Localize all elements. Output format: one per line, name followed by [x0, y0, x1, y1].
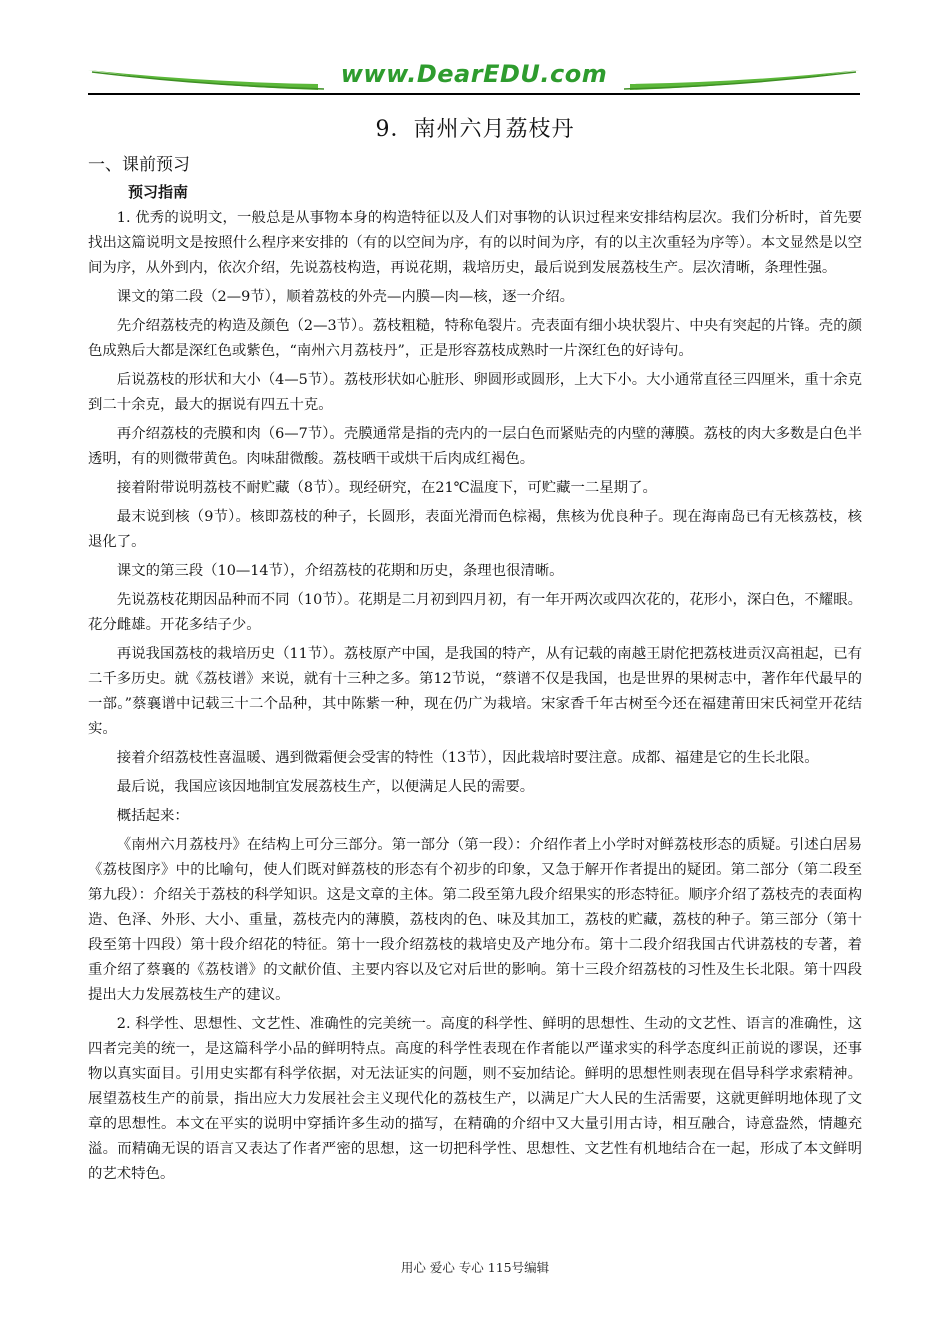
paragraph: 接着介绍荔枝性喜温暖、遇到微霜便会受害的特性（13节），因此栽培时要注意。成都、福建是它的生长北限。: [116, 750, 819, 766]
paragraph: 课文的第三段（10—14节），介绍荔枝的花期和历史，条理也很清晰。: [116, 563, 564, 579]
sub-heading: 预习指南: [128, 183, 189, 201]
section-heading: 一、课前预习: [88, 155, 190, 175]
paragraph: 课文的第二段（2—9节），顺着荔枝的外壳—内膜—肉—核，逐一介绍。: [116, 289, 575, 305]
document-body: [88, 150, 862, 1191]
paragraph: 先介绍荔枝壳的构造及颜色（2—3节）。荔枝粗糙，特称龟裂片。壳表面有细小块状裂片、中央有突起的片锋。壳的颜色成熟后大都是深红色或紫色，“南州六月荔枝丹”，正是形容荔枝成熟时一片深红色的好诗句。: [88, 318, 862, 359]
paragraph: 后说荔枝的形状和大小（4—5节）。荔枝形状如心脏形、卵圆形或圆形，上大下小。大小通常直径三四厘米，重十余克到二十余克，最大的据说有四五十克。: [88, 372, 862, 413]
page-footer: 用心 爱心 专心 115号编辑: [400, 1260, 550, 1275]
banner-divider-line: [88, 93, 860, 95]
document-title: 9．南州六月荔枝丹: [375, 117, 575, 142]
paragraph: 接着附带说明荔枝不耐贮藏（8节）。现经研究，在21℃温度下，可贮藏一二星期了。: [116, 480, 657, 496]
banner-site-name: www.DearEDU.com: [340, 60, 608, 88]
paragraph: 最后说，我国应该因地制宜发展荔枝生产，以便满足人民的需要。: [116, 779, 535, 795]
paragraph: 1. 优秀的说明文，一般总是从事物本身的构造特征以及人们对事物的认识过程来安排结构层次。我们分析时，首先要找出这篇说明文是按照什么程序来安排的（有的以空间为序，有的以时间为序，有的以主次重轻为序等）。本文显然是以空间为序，从外到内，依次介绍，先说荔枝构造，再说花期，栽培历史，最后说到发展荔枝生产。层次清晰，条理性强。: [88, 210, 862, 276]
paragraph: 《南州六月荔枝丹》在结构上可分三部分。第一部分（第一段）：介绍作者上小学时对鲜荔枝形态的质疑。引述白居易《荔枝图序》中的比喻句，使人们既对鲜荔枝的形态有个初步的印象，又急于解开作者提出的疑团。第二部分（第二段至第九段）：介绍关于荔枝的科学知识。这是文章的主体。第二段至第九段介绍果实的形态特征。顺序介绍了荔枝壳的表面构造、色泽、外形、大小、重量，荔枝壳内的薄膜，荔枝肉的色、味及其加工，荔枝的贮藏，荔枝的种子。第三部分（第十段至第十四段）第十段介绍花的特征。第十一段介绍荔枝的栽培史及产地分布。第十二段介绍我国古代讲荔枝的专著，着重介绍了蔡襄的《荔枝谱》的文献价值、主要内容以及它对后世的影响。第十三段介绍荔枝的习性及生长北限。第十四段提出大力发展荔枝生产的建议。: [88, 837, 862, 1003]
paragraph: 再介绍荔枝的壳膜和肉（6—7节）。壳膜通常是指的壳内的一层白色而紧贴壳的内壁的薄膜。荔枝的肉大多数是白色半透明，有的则微带黄色。肉味甜微酸。荔枝晒干或烘干后肉成红褐色。: [88, 426, 862, 467]
paragraph: 再说我国荔枝的栽培历史（11节）。荔枝原产中国，是我国的特产，从有记载的南越王尉佗把荔枝进贡汉高祖起，已有二千多历史。就《荔枝谱》来说，就有十三种之多。第12节说，“蔡谱不仅是我国，也是世界的果树志中，著作年代最早的一部。”蔡襄谱中记载三十二个品种，其中陈紫一种，现在仍广为栽培。宋家香千年古树至今还在福建莆田宋氏祠堂开花结实。: [88, 646, 862, 737]
paragraph: 2. 科学性、思想性、文艺性、准确性的完美统一。高度的科学性、鲜明的思想性、生动的文艺性、语言的准确性，这四者完美的统一，是这篇科学小品的鲜明特点。高度的科学性表现在作者能以严谨求实的科学态度纠正前说的谬误，还事物以真实面目。引用史实都有科学依据，对无法证实的问题，则不妄加结论。鲜明的思想性则表现在倡导科学求索精神。展望荔枝生产的前景，指出应大力发展社会主义现代化的荔枝生产，以满足广大人民的生活需要，这就更鲜明地体现了文章的思想性。本文在平实的说明中穿插许多生动的描写，在精确的介绍中又大量引用古诗，相互融合，诗意盎然，情趣充溢。而精确无误的语言又表达了作者严密的思想，这一切把科学性、思想性、文艺性有机地结合在一起，形成了本文鲜明的艺术特色。: [88, 1016, 862, 1182]
paragraph: 最末说到核（9节）。核即荔枝的种子，长圆形，表面光滑而色棕褐，焦核为优良种子。现在海南岛已有无核荔枝，核退化了。: [88, 509, 862, 550]
paragraph: 概括起来：: [116, 808, 189, 824]
paragraph: 先说荔枝花期因品种而不同（10节）。花期是二月初到四月初，有一年开两次或四次花的，花形小，深白色，不耀眼。花分雌雄。开花多结子少。: [88, 592, 862, 633]
